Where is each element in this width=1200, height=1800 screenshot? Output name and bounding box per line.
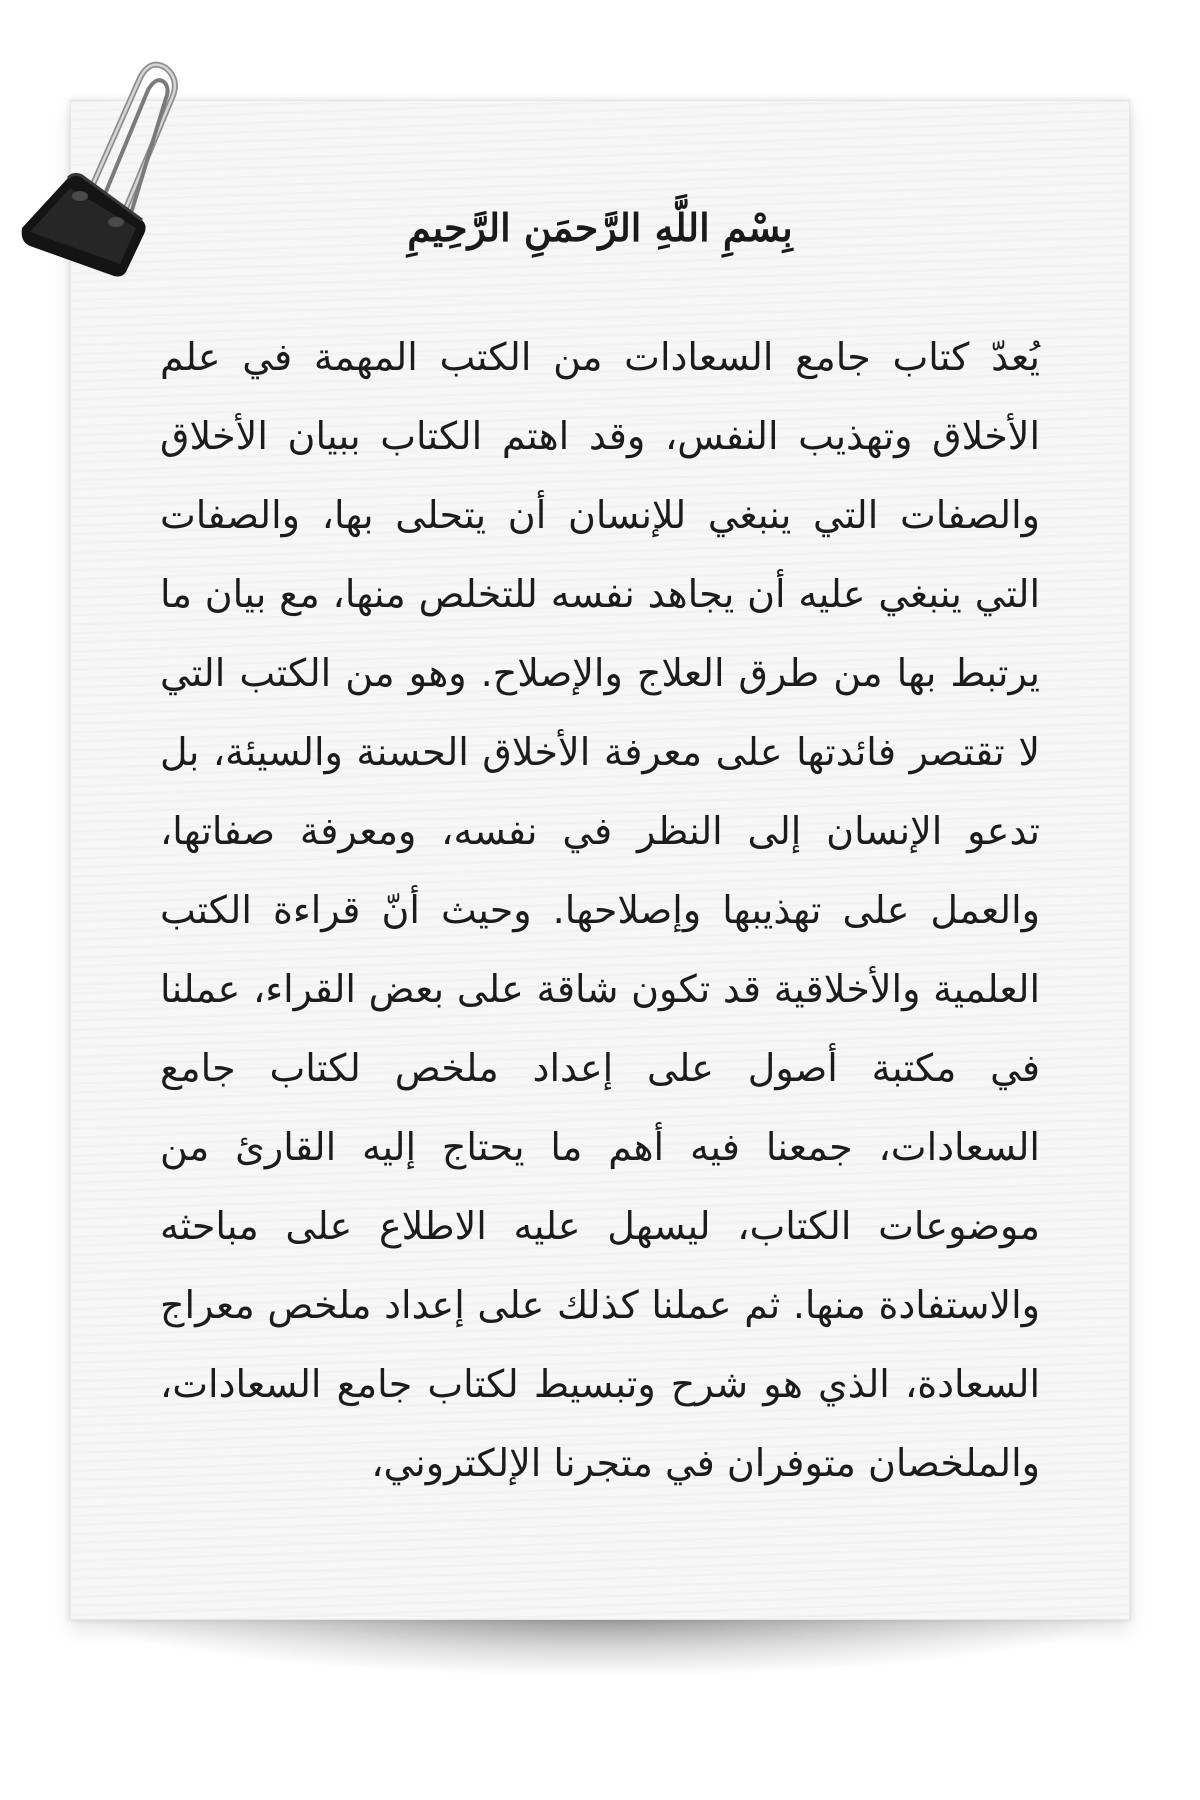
basmala-heading: بِسْمِ اللَّهِ الرَّحمَنِ الرَّحِيمِ [407, 205, 793, 250]
body-paragraph: يُعدّ كتاب جامع السعادات من الكتب المهمة في علم الأخلاق وتهذيب النفس، وقد اهتم الكتاب ببيان الأخلاق والصفات التي ينبغي للإنسان أن يتحلى بها، والصفات التي ينبغي عليه أن يجاهد نفسه للتخلص منها، مع بيان ما يرتبط بها من طرق العلاج والإصلاح. وهو من الكتب التي لا تقتصر فائدتها على معرفة الأخلاق الحسنة والسيئة، بل تدعو الإنسان إلى النظر في نفسه، ومعرفة صفاتها، والعمل على تهذيبها وإصلاحها. وحيث أنّ قراءة الكتب العلمية والأخلاقية قد تكون شاقة على بعض القراء، عملنا في مكتبة أصول على إعداد ملخص لكتاب جامع السعادات، جمعنا فيه أهم ما يحتاج إليه القارئ من موضوعات الكتاب، ليسهل عليه الاطلاع على مباحثه والاستفادة منها. ثم عملنا كذلك على إعداد ملخص معراج السعادة، الذي هو شرح وتبسيط لكتاب جامع السعادات، والملخصان متوفران في متجرنا الإلكتروني، [160, 335, 1040, 1485]
